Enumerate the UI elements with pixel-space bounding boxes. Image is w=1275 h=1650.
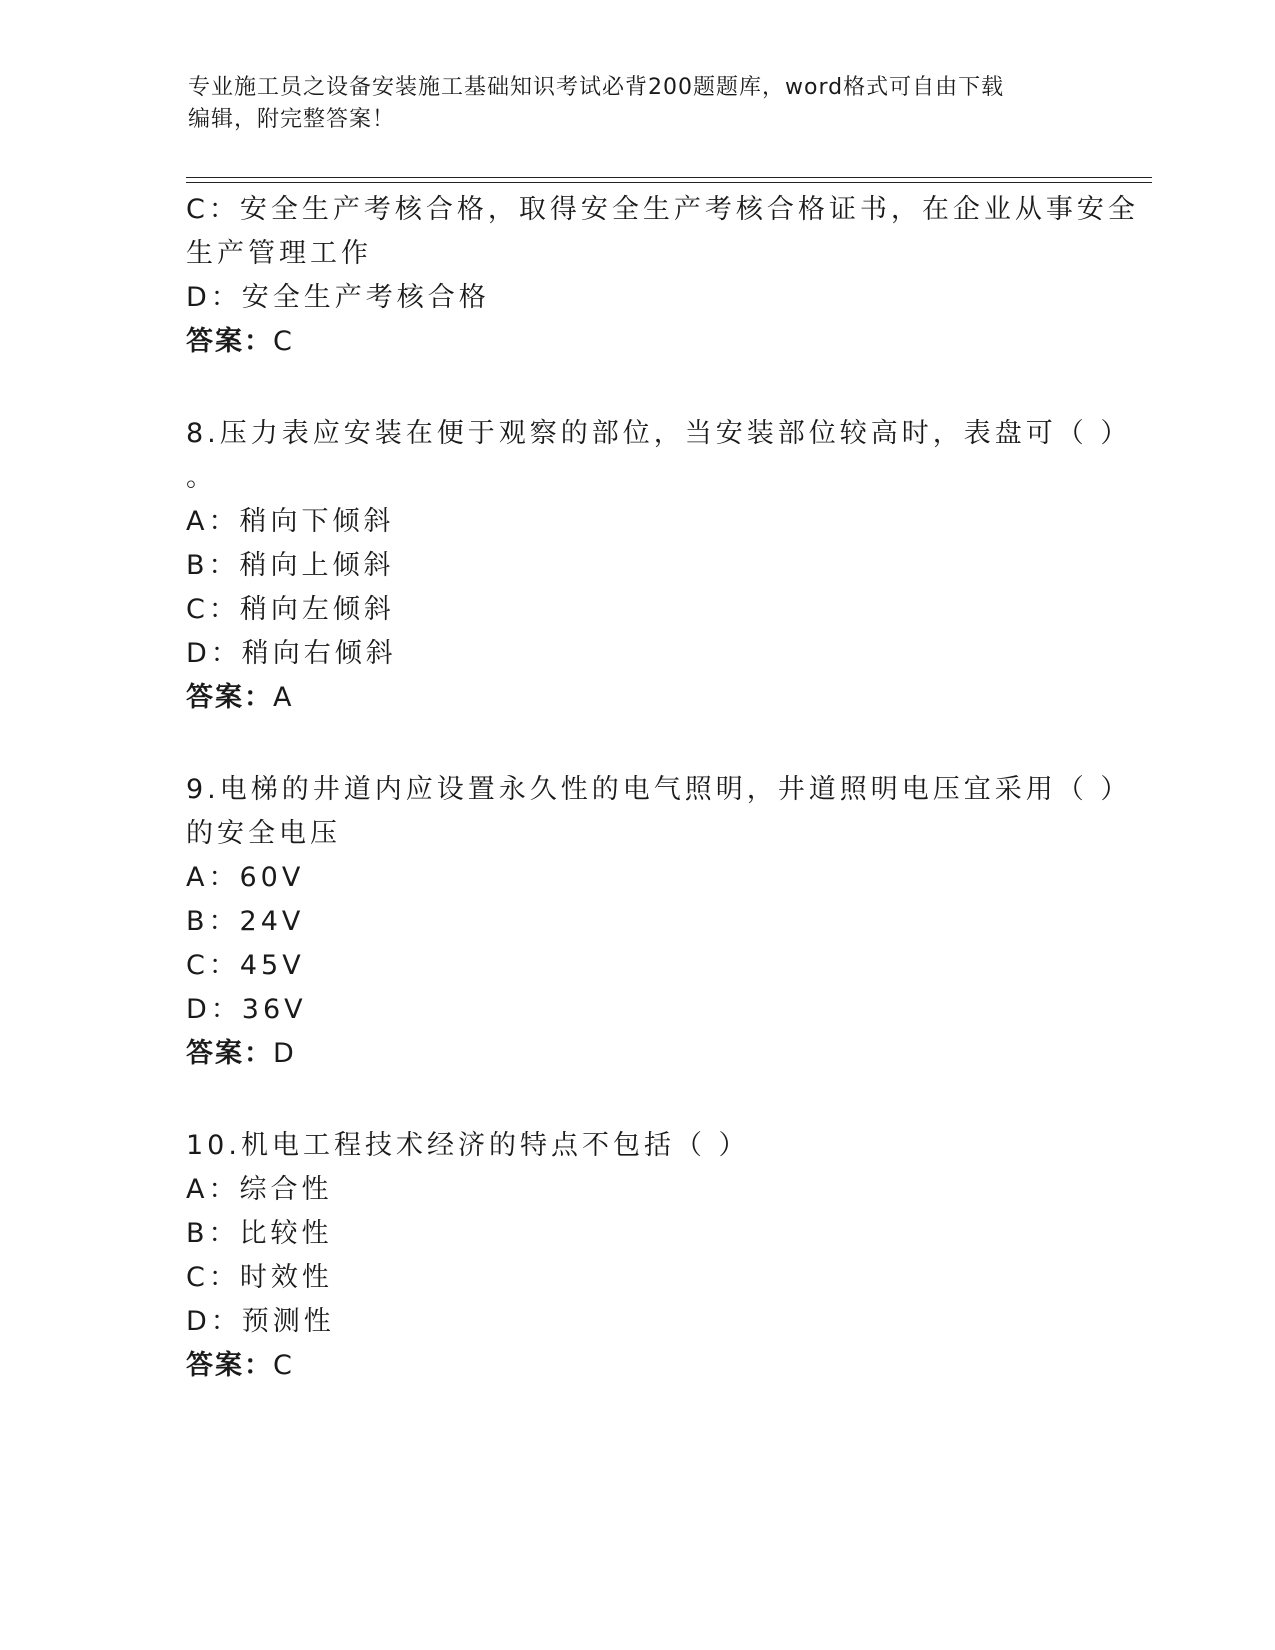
header-rule-bottom bbox=[186, 182, 1152, 183]
option-b: B：比较性 bbox=[186, 1218, 333, 1249]
question-10 bbox=[186, 1124, 1086, 1388]
answer-label: 答案： bbox=[186, 326, 273, 357]
option-c: C：45V bbox=[186, 950, 305, 981]
question-stem: 9.电梯的井道内应设置永久性的电气照明，井道照明电压宜采用（ ） bbox=[186, 774, 1132, 805]
answer-line bbox=[186, 676, 1086, 720]
question-9 bbox=[186, 768, 1132, 1076]
option-a: A：60V bbox=[186, 862, 305, 893]
answer-line bbox=[186, 1344, 1086, 1388]
option-a: A：综合性 bbox=[186, 1174, 333, 1205]
question-stem: 10.机电工程技术经济的特点不包括（ ） bbox=[186, 1130, 750, 1161]
option-b: B：24V bbox=[186, 906, 305, 937]
answer-label: 答案： bbox=[186, 1038, 273, 1069]
option-d: D：稍向右倾斜 bbox=[186, 638, 397, 669]
question-stem-wrap: 。 bbox=[186, 462, 217, 493]
answer-line bbox=[186, 320, 1086, 364]
header-rule-top bbox=[186, 177, 1152, 178]
option-d: D：预测性 bbox=[186, 1306, 335, 1337]
header-line-2: 编辑，附完整答案！ bbox=[188, 107, 396, 132]
answer-value: A bbox=[273, 682, 293, 713]
answer-value: D bbox=[273, 1038, 295, 1069]
option-c: C：时效性 bbox=[186, 1262, 333, 1293]
option-d: D：安全生产考核合格 bbox=[186, 282, 490, 313]
option-b: B：稍向上倾斜 bbox=[186, 550, 395, 581]
header-line-1: 专业施工员之设备安装施工基础知识考试必背200题题库，word格式可自由下载 bbox=[188, 75, 1005, 100]
option-a: A：稍向下倾斜 bbox=[186, 506, 395, 537]
option-d: D：36V bbox=[186, 994, 307, 1025]
question-stem-wrap: 的安全电压 bbox=[186, 818, 341, 849]
answer-line bbox=[186, 1032, 1086, 1076]
document-header bbox=[188, 72, 1088, 136]
answer-value: C bbox=[273, 326, 293, 357]
answer-label: 答案： bbox=[186, 682, 273, 713]
option-c: C：稍向左倾斜 bbox=[186, 594, 395, 625]
question-stem: 8.压力表应安装在便于观察的部位，当安装部位较高时，表盘可（ ） bbox=[186, 418, 1132, 449]
question-8 bbox=[186, 412, 1132, 720]
answer-value: C bbox=[273, 1350, 293, 1381]
option-c-wrap: 生产管理工作 bbox=[186, 238, 372, 269]
question-content bbox=[186, 188, 1139, 1388]
option-c: C：安全生产考核合格，取得安全生产考核合格证书，在企业从事安全 bbox=[186, 194, 1139, 225]
question-7-continuation bbox=[186, 188, 1139, 364]
answer-label: 答案： bbox=[186, 1350, 273, 1381]
